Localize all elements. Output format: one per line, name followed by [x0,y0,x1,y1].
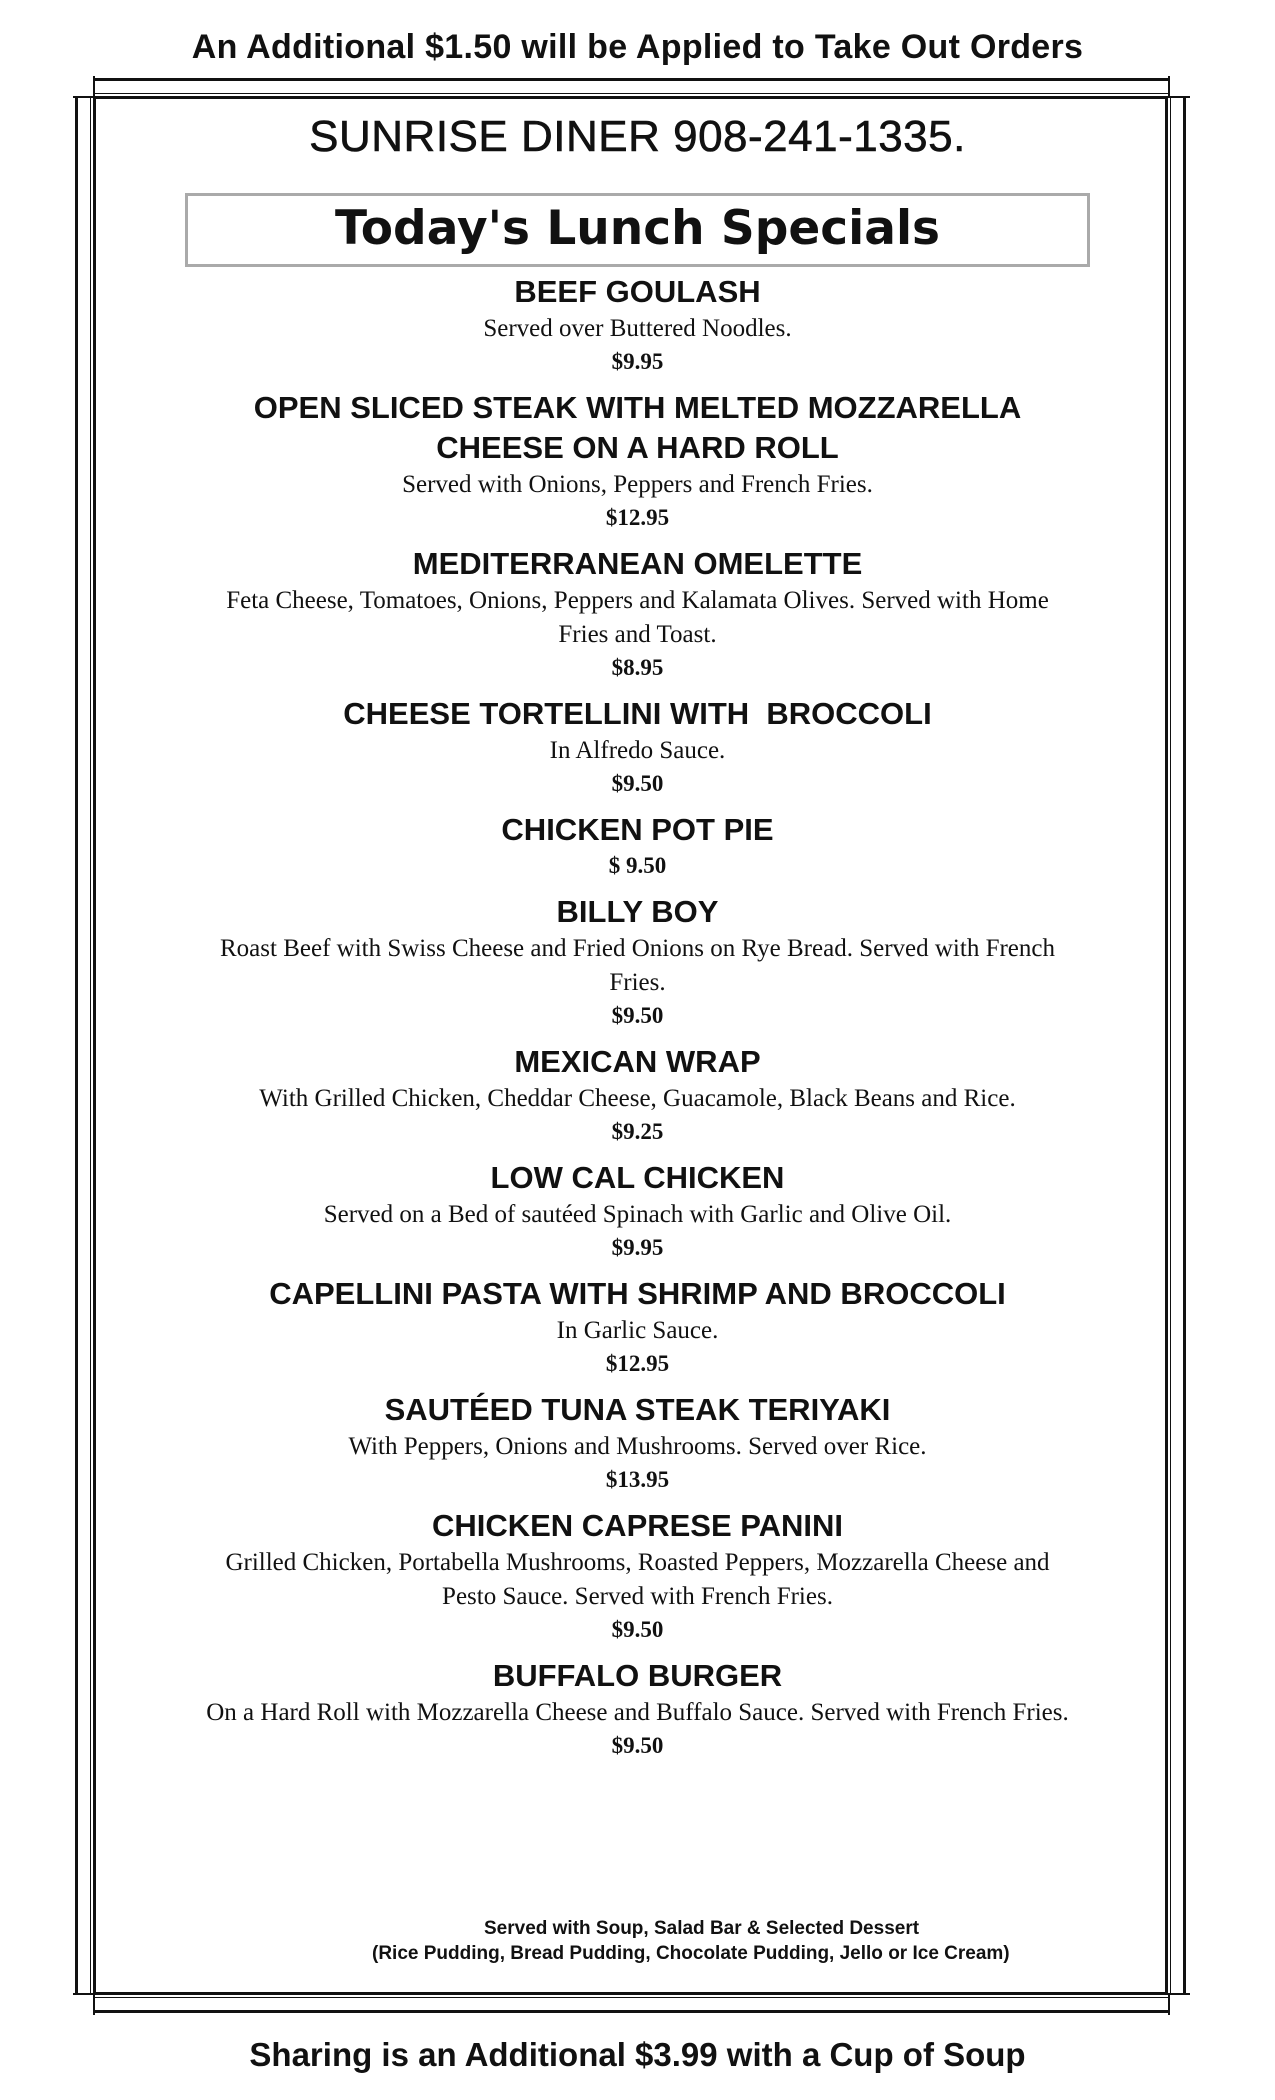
frame-corner-notch [73,1993,95,2015]
menu-item-name: SAUTÉED TUNA STEAK TERIYAKI [384,1392,891,1427]
frame-corner-notch [1168,76,1190,98]
menu-item-description: With Peppers, Onions and Mushrooms. Served over Rice. [348,1433,927,1460]
menu-item-description: In Garlic Sauce. [556,1317,719,1344]
menu-item-price: $9.95 [611,349,664,374]
menu-item [205,694,1070,800]
menu-list [205,272,1070,1772]
menu-item-name: LOW CAL CHICKEN [490,1160,785,1195]
menu-item-name: CHICKEN CAPRESE PANINI [431,1508,844,1543]
sharing-notice: Sharing is an Additional $3.99 with a Cup of Soup [249,2036,1026,2073]
footer-served-with: Served with Soup, Salad Bar & Selected Dessert [484,1918,920,1939]
menu-item-price: $8.95 [611,655,664,680]
menu-item [205,544,1070,684]
menu-item-description: In Alfredo Sauce. [549,737,726,764]
specials-footer-note [372,1916,1072,1966]
menu-item [205,272,1070,378]
footer-dessert-options: (Rice Pudding, Bread Pudding, Chocolate Pudding, Jello or Ice Cream) [372,1943,1010,1964]
frame-corner-notch [1168,1993,1190,2015]
menu-item-name: CAPELLINI PASTA WITH SHRIMP AND BROCCOLI [269,1276,1006,1311]
specials-title-box [185,193,1090,267]
menu-item [205,1158,1070,1264]
menu-item-name: BILLY BOY [556,894,719,929]
menu-item-price: $9.25 [611,1119,664,1144]
menu-item-description: Served over Buttered Noodles. [483,315,792,342]
menu-item [205,1042,1070,1148]
menu-item [205,1656,1070,1762]
menu-item-price: $9.50 [611,1003,664,1028]
frame-corner-notch [73,76,95,98]
menu-item-name: CHICKEN POT PIE [501,812,774,847]
menu-item-price: $9.50 [611,771,664,796]
menu-item [205,810,1070,882]
menu-item-description: Roast Beef with Swiss Cheese and Fried Onions on Rye Bread. Served with French Fries. [220,935,1055,996]
menu-item [205,1506,1070,1646]
menu-item-price: $12.95 [605,505,670,530]
menu-item-description: Grilled Chicken, Portabella Mushrooms, Roasted Peppers, Mozzarella Cheese and Pesto Sauce. Served with French Fries. [225,1549,1050,1610]
menu-item-description: Served with Onions, Peppers and French Fries. [402,471,873,498]
diner-name-phone: SUNRISE DINER 908-241-1335. [309,112,966,161]
menu-item [205,1274,1070,1380]
menu-item-name: OPEN SLICED STEAK WITH MELTED MOZZARELLA CHEESE ON A HARD ROLL [253,390,1022,465]
menu-item-name: CHEESE TORTELLINI WITH BROCCOLI [343,696,932,731]
menu-item-price: $9.95 [611,1235,664,1260]
menu-item-description: On a Hard Roll with Mozzarella Cheese and Buffalo Sauce. Served with French Fries. [206,1699,1069,1726]
menu-item-price: $13.95 [605,1467,670,1492]
menu-item [205,1390,1070,1496]
menu-item-name: MEDITERRANEAN OMELETTE [412,546,863,581]
menu-item-price: $12.95 [605,1351,670,1376]
menu-item-price: $9.50 [611,1617,664,1642]
specials-title: Today's Lunch Specials [334,201,941,256]
menu-item [205,892,1070,1032]
takeout-notice: An Additional $1.50 will be Applied to Take Out Orders [191,28,1084,66]
menu-item-name: BUFFALO BURGER [492,1658,783,1693]
menu-item-description: Feta Cheese, Tomatoes, Onions, Peppers and Kalamata Olives. Served with Home Fries and Toast. [226,587,1049,648]
menu-item-description: With Grilled Chicken, Cheddar Cheese, Guacamole, Black Beans and Rice. [259,1085,1016,1112]
menu-item-description: Served on a Bed of sautéed Spinach with Garlic and Olive Oil. [323,1201,952,1228]
menu-item-name: BEEF GOULASH [514,274,761,309]
menu-item-price: $9.50 [611,1733,664,1758]
menu-item [205,388,1070,534]
menu-item-price: $ 9.50 [608,853,667,878]
menu-item-name: MEXICAN WRAP [514,1044,761,1079]
